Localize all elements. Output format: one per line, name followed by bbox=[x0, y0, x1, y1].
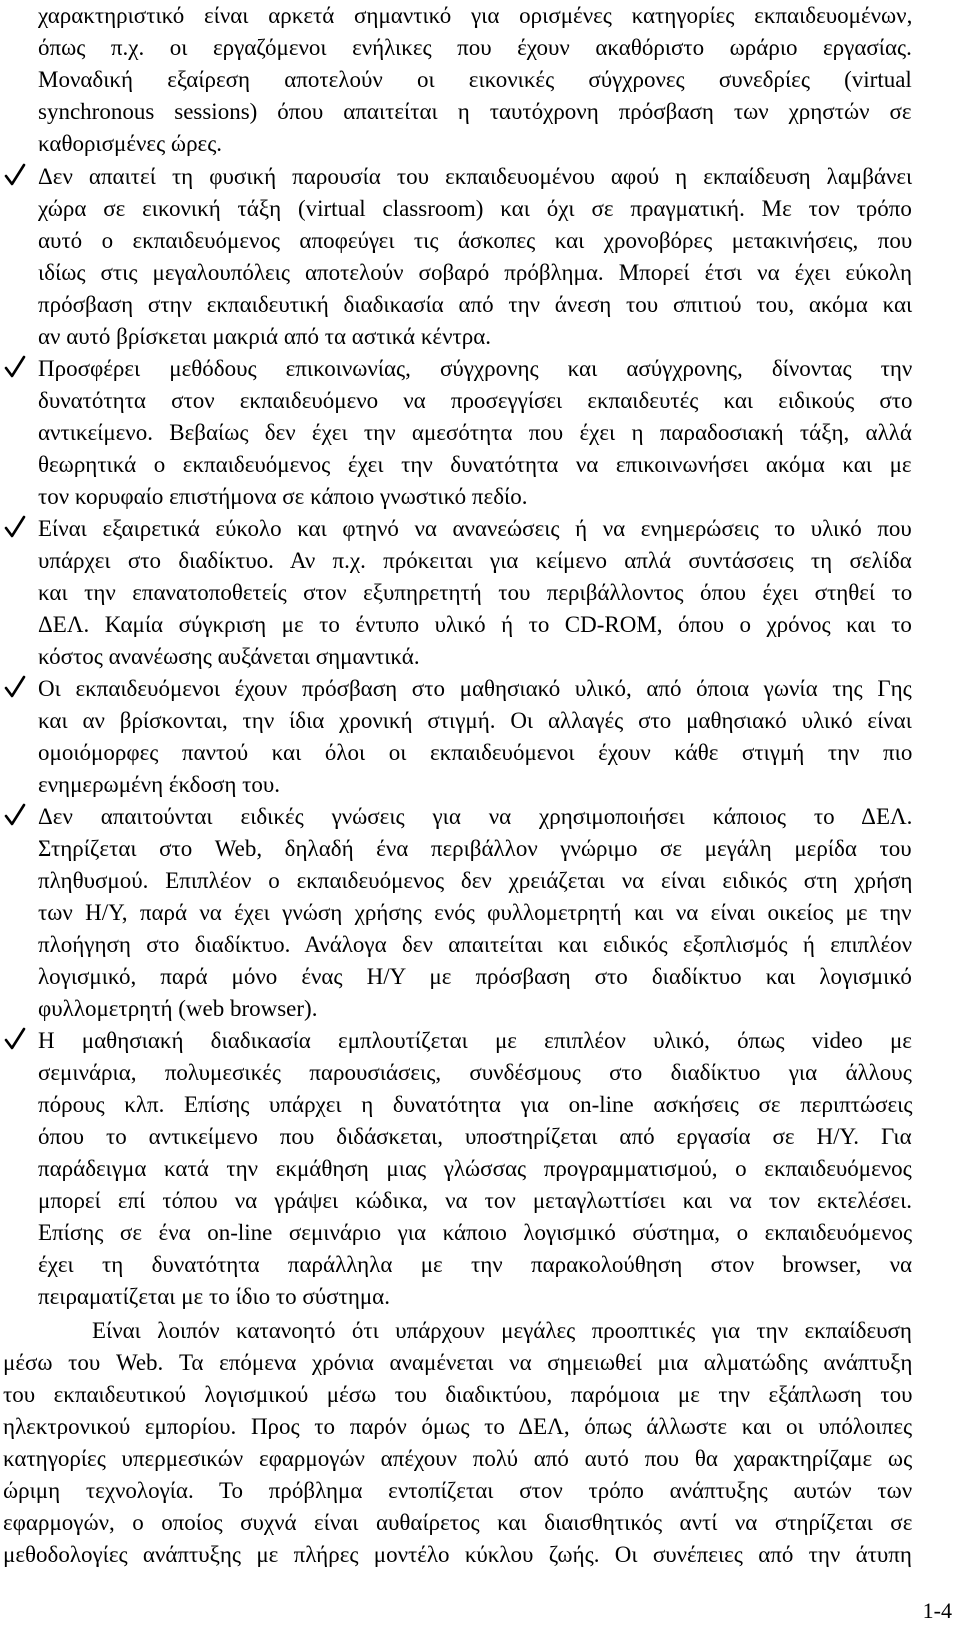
continuation-line: synchronous sessions) όπου απαιτείται η ταυτόχρονη πρόσβαση των χρηστών σε bbox=[38, 99, 912, 124]
bullet-line: σεμινάρια, πολυμεσικές παρουσιάσεις, συνδέσμους στο διαδίκτυο για άλλους bbox=[38, 1060, 912, 1085]
bullet-line: πλοήγηση στο διαδίκτυο. Ανάλογα δεν απαιτείται και ειδικός εξοπλισμός ή επιπλέον bbox=[38, 932, 913, 957]
bullet-line: Στηρίζεται στο Web, δηλαδή ένα περιβάλλον γνώριμο σε μεγάλη μερίδα του bbox=[38, 836, 912, 861]
bullet-line: αντικείμενο. Βεβαίως δεν έχει την αμεσότητα που έχει η παραδοσιακή τάξη, αλλά bbox=[38, 420, 912, 445]
paragraph-line: του εκπαιδευτικού λογισμικού μέσω του διαδικτύου, παρόμοια με την εξάπλωση του bbox=[3, 1382, 913, 1407]
check-mark-icon bbox=[4, 674, 26, 700]
bullet-line: ΔΕΛ. Καμία σύγκριση με το έντυπο υλικό ή το CD-ROM, όπου ο χρόνος και το bbox=[38, 612, 912, 637]
bullet-line: πληθυσμού. Επιπλέον ο εκπαιδευόμενος δεν χρειάζεται να είναι ειδικός στη χρήση bbox=[38, 868, 913, 893]
paragraph-line: κατηγορίες υπερμεσικών εφαρμογών απέχουν πολύ από αυτό που θα χαρακτηρίζαμε ως bbox=[3, 1446, 913, 1471]
bullet-line: έχει τη δυνατότητα παράλληλα με την παρακολούθηση στον browser, να bbox=[38, 1252, 913, 1277]
check-mark-icon bbox=[4, 514, 26, 540]
paragraph-line: Είναι λοιπόν κατανοητό ότι υπάρχουν μεγάλες προοπτικές για την εκπαίδευση bbox=[92, 1318, 912, 1343]
bullet-line: πειραματίζεται με το ίδιο το σύστημα. bbox=[38, 1284, 390, 1309]
bullet-line: Δεν απαιτεί τη φυσική παρουσία του εκπαιδευομένου αφού η εκπαίδευση λαμβάνει bbox=[38, 164, 913, 189]
bullet-line: Επίσης σε ένα on-line σεμινάριο για κάποιο λογισμικό σύστημα, ο εκπαιδευόμενος bbox=[38, 1220, 913, 1245]
bullet-line: λογισμικό, παρά μόνο ένας Η/Υ με πρόσβαση στο διαδίκτυο και λογισμικό bbox=[38, 964, 912, 989]
bullet-line: υπάρχει στο διαδίκτυο. Αν π.χ. πρόκειται για κείμενο απλά συντάσσεις τη σελίδα bbox=[38, 548, 912, 573]
bullet-line: τον κορυφαίο επιστήμονα σε κάποιο γνωστικό πεδίο. bbox=[38, 484, 528, 509]
bullet-line: πόρους κλπ. Επίσης υπάρχει η δυνατότητα για on-line ασκήσεις σε περιπτώσεις bbox=[38, 1092, 913, 1117]
bullet-line: δυνατότητα στον εκπαιδευόμενο να προσεγγίσει εκπαιδευτές και ειδικούς στο bbox=[38, 388, 913, 413]
check-mark-icon bbox=[4, 354, 26, 380]
paragraph-line: ηλεκτρονικού εμπορίου. Προς το παρόν όμως το ΔΕΛ, όπως άλλωστε και οι υπόλοιπες bbox=[3, 1414, 913, 1439]
bullet-line: Η μαθησιακή διαδικασία εμπλουτίζεται με επιπλέον υλικό, όπως video με bbox=[38, 1028, 912, 1053]
continuation-line: καθορισμένες ώρες. bbox=[38, 131, 223, 156]
paragraph-line: μέσω του Web. Τα επόμενα χρόνια αναμένεται να σημειωθεί μια αλματώδης ανάπτυξη bbox=[3, 1350, 913, 1375]
bullet-line: κόστος ανανέωσης αυξάνεται σημαντικά. bbox=[38, 644, 420, 669]
bullet-line: των Η/Υ, παρά να έχει γνώση χρήσης ενός φυλλομετρητή και να είναι οικείος με την bbox=[38, 900, 912, 925]
paragraph-line: ώριμη τεχνολογία. Το πρόβλημα εντοπίζεται στον τρόπο ανάπτυξης αυτών των bbox=[3, 1478, 913, 1503]
check-mark-icon bbox=[4, 1026, 26, 1052]
bullet-line: ομοιόμορφες παντού και όλοι οι εκπαιδευόμενοι έχουν κάθε στιγμή την πιο bbox=[38, 740, 913, 765]
bullet-line: όπου το αντικείμενο που διδάσκεται, υποστηρίζεται από εργασία σε Η/Υ. Για bbox=[38, 1124, 912, 1149]
bullet-line: Οι εκπαιδευόμενοι έχουν πρόσβαση στο μαθησιακό υλικό, από όποια γωνία της Γης bbox=[38, 676, 912, 701]
bullet-line: και αν βρίσκονται, την ίδια χρονική στιγμή. Οι αλλαγές στο μαθησιακό υλικό είναι bbox=[38, 708, 912, 733]
continuation-line: όπως π.χ. οι εργαζόμενοι ενήλικες που έχουν ακαθόριστο ωράριο εργασίας. bbox=[38, 35, 912, 60]
bullet-line: μπορεί επί τόπου να γράψει κώδικα, να τον μεταγλωττίσει και να τον εκτελέσει. bbox=[38, 1188, 913, 1213]
page-number: 1-4 bbox=[922, 1598, 952, 1623]
paragraph-line: μεθοδολογίες ανάπτυξης με πλήρες μοντέλο κύκλου ζωής. Οι συνέπειες από την άτυπη bbox=[3, 1542, 912, 1567]
continuation-line: Μοναδική εξαίρεση αποτελούν οι εικονικές σύγχρονες συνεδρίες (virtual bbox=[38, 67, 912, 92]
check-mark-icon bbox=[4, 162, 26, 188]
bullet-line: Δεν απαιτούνται ειδικές γνώσεις για να χρησιμοποιήσει κάποιος το ΔΕΛ. bbox=[38, 804, 913, 829]
bullet-line: χώρα σε εικονική τάξη (virtual classroom) και όχι σε πραγματική. Με τον τρόπο bbox=[38, 196, 912, 221]
bullet-line: ενημερωμένη έκδοση του. bbox=[38, 772, 280, 797]
bullet-line: παράδειγμα κατά την εκμάθηση μιας γλώσσας προγραμματισμού, ο εκπαιδευόμενος bbox=[38, 1156, 912, 1181]
bullet-line: αν αυτό βρίσκεται μακριά από τα αστικά κέντρα. bbox=[38, 324, 492, 349]
bullet-line: φυλλομετρητή (web browser). bbox=[38, 996, 318, 1021]
bullet-line: θεωρητικά ο εκπαιδευόμενος έχει την δυνατότητα να επικοινωνήσει ακόμα και με bbox=[38, 452, 912, 477]
bullet-line: αυτό ο εκπαιδευόμενος αποφεύγει τις άσκοπες και χρονοβόρες μετακινήσεις, που bbox=[38, 228, 913, 253]
continuation-line: χαρακτηριστικό είναι αρκετά σημαντικό για ορισμένες κατηγορίες εκπαιδευομένων, bbox=[38, 3, 913, 28]
paragraph-line: εφαρμογών, ο οποίος συχνά είναι αυθαίρετος και διαισθητικός αντί να στηρίζεται σε bbox=[3, 1510, 913, 1535]
bullet-line: πρόσβαση στην εκπαιδευτική διαδικασία από την άνεση του σπιτιού του, ακόμα και bbox=[38, 292, 913, 317]
bullet-line: Είναι εξαιρετικά εύκολο και φτηνό να ανανεώσεις ή να ενημερώσεις το υλικό που bbox=[38, 516, 912, 541]
bullet-line: Προσφέρει μεθόδους επικοινωνίας, σύγχρονης και ασύγχρονης, δίνοντας την bbox=[38, 356, 913, 381]
bullet-line: ιδίως στις μεγαλουπόλεις αποτελούν σοβαρό πρόβλημα. Μπορεί έτσι να έχει εύκολη bbox=[38, 260, 913, 285]
check-mark-icon bbox=[4, 802, 26, 828]
bullet-line: και την επανατοποθετείς στον εξυπηρετητή του περιβάλλοντος όπου έχει στηθεί το bbox=[38, 580, 913, 605]
